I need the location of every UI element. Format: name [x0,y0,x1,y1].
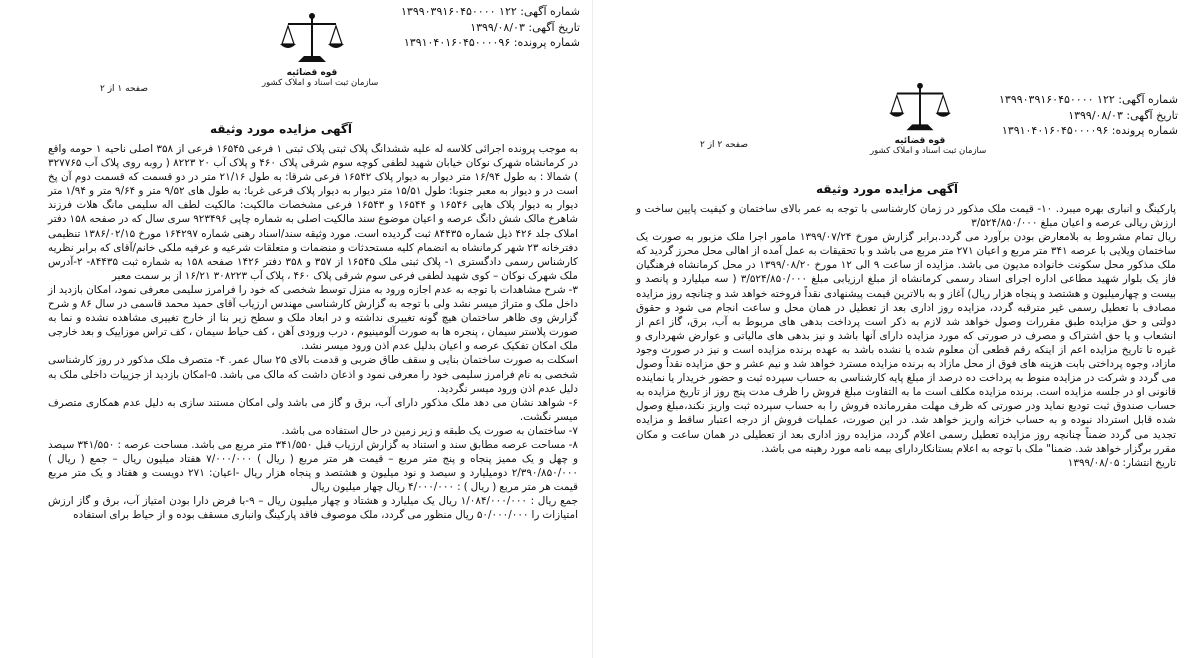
case-number: شماره پرونده: ۱۳۹۱۰۴۰۱۶۰۴۵۰۰۰۰۹۶ [1001,124,1178,137]
emblem-title: قوه قضائیه [894,136,946,146]
paragraph: ریال تمام مشروط به بلامعارض بودن برآورد می گردد.برابر گزارش مورخ ۱۳۹۹/۰۷/۲۴ مامور اجرا ملک مزبور به صورت یک ساختمان ویلایی با عرصه ۳۴۱ متر مربع و اعیان ۲۷۱ متر مربع می باشد و با تحقیقات به عمل آمده از اهالی محل محرز گردید که ملک مذکور محل سکونت خانواده مدیون می باشد. مزایده از ساعت ۹ الی ۱۲ مورخ ۱۳۹۹/۰۸/۲۰ در محل کرمانشاه فرهنگیان فاز یک بلوار شهید مطاعی اداره اجرای اسناد رسمی کرمانشاه از مبلغ ارزیابی مبلغ ۳/۵۲۴/۸۵۰/۰۰۰ ( سه میلیارد و پانصد و بیست و چهارمیلیون و هشتصد و پنجاه هزار ریال) آغاز و به بالاترین قیمت پیشنهادی نقداً فروخته خواهد شد و چنانچه روز مزایده مصادف با تعطیل رسمی غیر مترقبه گردد، مزایده روز اداری بعد از تعطیل در همان محل و ساعت انجام می شود و حقوق دولتی و حق مزایده طبق مقررات وصول خواهد شد لازم به ذکر است پرداخت بدهی های مربوط به آب، برق، گاز اعم از انشعاب و یا حق اشتراک و مصرف در صورتی که مورد مزایده دارای آنها باشد و نیز بدهی های مالیاتی و عوارض شهرداری و غیره تا تاریخ مزایده اعم از اینکه رقم قطعی آن معلوم شده یا نشده باشد به عهده برنده مزایده است و نیز در صورت وجود مازاد، وجوه پرداختی بابت هزینه های فوق از محل مازاد به برنده مزایده مسترد خواهد شد و نیم عشر و حق مزایده نقداً وصول می گردد و شرکت در مزایده منوط به پرداخت ده درصد از مبلغ پایه کارشناسی به حساب سپرده ثبت و حضور خریدار یا نماینده قانونی او در جلسه مزایده است. برنده مزایده مکلف است ما به التفاوت مبلغ فروش را ظرف مدت پنج روز از تاریخ مزایده به حساب صندوق ثبت تودیع نماید ودر صورتی که ظرف مهلت مقررمانده فروش را به حساب سپرده ثبت واریز نکند،مبلغ وصول شده قابل استرداد نبوده و به حساب خزانه واریز خواهد شد. در این صورت، عملیات فروش از درجه اعتبار ساقط و مزایده تجدید می گردد ضمناً چنانچه روز مزایده تعطیل رسمی اعلام گردد، مزایده روز اداری بعد از تعطیلی در همان ساعت و مکان مقرر برگزار خواهد شد. ضمنا" ملک با توجه به اعلام بستانکاردارای بیمه نامه مورد رهینه می باشد. [636,231,1176,455]
emblem-caption: سازمان ثبت اسناد و املاک کشور [870,146,987,156]
page-divider [592,0,593,658]
notice-title: آگهی مزایده مورد وثیقه [210,122,353,136]
emblem-title: قوه قضائیه [286,68,338,78]
paragraph: ۸- مساحت عرصه مطابق سند و استناد به گزارش ارزیاب قبل ۳۴۱/۵۵۰ متر مربع می باشد. مساحت عرصه : ۳۴۱/۵۵۰ سیصد و چهل و یک ممیز پنجاه و پنج متر مربع – قیمت هر متر مربع ( ریال ) ۷/۰۰۰/۰۰۰ هفتاد میلیون ریال – جمع ( ریال ) ۲/۳۹۰/۸۵۰/۰۰۰ دومیلیارد و سیصد و نود میلیون و هشتصد و پنجاه هزار ریال -اعیان: ۲۷۱ دویست و هفتاد و یک متر مربع قیمت هر متر مربع ( ریال ) : ۴/۰۰۰/۰۰۰ ریال چهار میلیون ریال [48,438,579,494]
paragraph: جمع ریال : ۱/۰۸۴/۰۰۰/۰۰۰ ریال یک میلیارد و هشتاد و چهار میلیون ریال – ۹-با فرض دارا بودن امتیاز آب، برق و گاز ارزش امتیازات را ۵۰/۰۰۰/۰۰۰ ریال منظور می گردد، ملک موصوف فاقد پارکینگ وانباری مسقف بوده و از حیاط برای استفاده [48,495,578,522]
notice-date: تاریخ آگهی: ۱۳۹۹/۰۸/۰۳ [1068,108,1178,122]
right-page [596,0,1188,658]
scales-of-justice-icon [262,10,362,68]
left-notice-meta [401,4,580,51]
paragraph: تاریخ انتشار: ۱۳۹۹/۰۸/۰۵ [1067,456,1176,469]
notice-title: آگهی مزایده مورد وثیقه [816,182,959,196]
judiciary-emblem [262,10,379,89]
right-notice-meta [999,92,1178,139]
paragraph: اسکلت به صورت ساختمان بنایی و سقف طاق ضربی و قدمت بالای ۲۵ سال عمر. ۴- متصرف ملک مذکور در روز کارشناسی شخصی به نام فرامرز سلیمی خود را معرفی نمود و اذعان داشت که مالک می باشد. ۵-امکان بازدید از جزییات داخلی ملک به دلیل عدم اذن ورود میسر نگردید. [48,354,578,395]
scales-of-justice-icon [870,80,970,136]
paragraph: پارکینگ و انباری بهره میبرد. ۱۰- قیمت ملک مذکور در زمان کارشناسی با توجه به عمر بالای ساختمان و کیفیت پایین ساخت و ارزش ریالی عرصه و اعیان مبلغ ۳/۵۲۴/۸۵۰/۰۰۰ [636,203,1176,230]
paragraph: ۳- شرح مشاهدات با توجه به عدم اجازه ورود به منزل توسط شخصی که خود را فرامرز سلیمی معرفی نمود، امکان بازدید از داخل ملک و متراژ میسر نشد ولی با توجه به گزارش کارشناسی مهندس ارزیاب آقای حمید محمد قاسمی در سال ۸۶ و شرح گزارش وی ظاهر ساختمان هیچ گونه تغییری نداشته و در ابعاد ملک و سطح زیر بنا از خارج تغییری مشاهده نشده و نما به صورت پلاستر سیمان ، پنجره ها به صورت آلومینیوم ، درب ورودی آهن ، کف حیاط سیمان ، کف تراس موزاییک و بعد خارجی ملک امکان تفکیک عرصه و اعیان بدلیل عدم اذن ورود میسر نشد. [48,283,579,353]
judiciary-emblem [870,80,987,157]
paragraph: ۷- ساختمان به صورت یک طبقه و زیر زمین در حال استفاده می باشد. [281,424,578,437]
left-notice-body [48,142,578,523]
right-notice-body [636,202,1176,470]
paragraph: ۶- شواهد نشان می دهد ملک مذکور دارای آب، برق و گاز می باشد ولی امکان مستند سازی به دلیل عدم همکاری متصرف میسر نگشت. [48,396,578,423]
notice-date: تاریخ آگهی: ۱۳۹۹/۰۸/۰۳ [470,20,580,34]
paragraph: به موجب پرونده اجرائی کلاسه له علیه ششدانگ پلاک ثبتی پلاک ثبتی ۱ فرعی ۱۶۵۴۵ فرعی از ۳۵۸ اصلی ناحیه ۱ حومه واقع در کرمانشاه شهرک نوکان خیابان شهید لطفی کوچه سوم شرقی پلاک ۴۶۰ و پلاک آب ۲۰ ۸۲۲۳ ( روبه روی پلاک آب ۳۲۷۷۶۵ ) شمالا : به طول ۱۶/۹۴ متر دیوار به دیوار پلاک ۱۶۵۴۲ فرعی شرقا: به طول ۲۱/۱۶ متر در دو قسمت که قسمت دوم آن پخ است در و دیوار به معبر جنوبا: طول ۱۵/۵۱ متر دیوار به دیوار پلاک فرعی غربا: به طول های ۹/۵۲ متر و ۹/۶۴ متر و ۱/۹۴ متر دیوار به دیوار پلاک هایی ۱۶۵۴۶ و ۱۶۵۴۴ و ۱۶۵۴۳ فرعی مشخصات مالکیت: مالکیت لطف اله سلیمی مانگ هلات فرزند شاهرخ مالک شش دانگ عرصه و اعیان موضوع سند مالکیت اصلی به شماره چاپی ۹۲۳۴۹۶ سری سال که در صفحه ۱۵۸ دفتر املاک جلد ۴۲۶ ذیل شماره ۸۴۴۳۵ ثبت گردیده است. مورد وثیقه سند/اسناد رهنی شماره ۱۶۴۲۹۷ مورخ ۱۳۸۶/۰۲/۱۵ تنظیمی دفترخانه ۲۳ شهر کرمانشاه به انضمام کلیه مستحدثات و منضمات و متعلقات شرعیه و عرفیه ملکی خانم/آقای که برابر نظریه کارشناس رسمی دادگستری ۱- پلاک ثبتی ملک ۱۶۵۴۵ از ۳۵۷ و ۳۵۸ دفتر ۱۴۲۶ صفحه ۱۵۸ به شماره ثبت ۸۴۴۳۵- ۲-آدرس ملک شهرک نوکان – کوی شهید لطفی فرعی سوم شرقی پلاک ۴۶۰ ، پلاک آب ۳۰۸۲۲۳ ۱۶/۲۱ از بر سمت معبر [48,143,579,282]
notice-number: شماره آگهی: ۱۲۲ ۱۳۹۹۰۳۹۱۶۰۴۵۰۰۰۰ [401,5,580,18]
left-page [0,0,590,658]
case-number: شماره پرونده: ۱۳۹۱۰۴۰۱۶۰۴۵۰۰۰۰۹۶ [403,36,580,49]
page-number: صفحه ۲ از ۲ [700,140,748,150]
notice-number: شماره آگهی: ۱۲۲ ۱۳۹۹۰۳۹۱۶۰۴۵۰۰۰۰ [999,93,1178,106]
emblem-caption: سازمان ثبت اسناد و املاک کشور [262,78,379,88]
page-number: صفحه ۱ از ۲ [100,84,148,94]
